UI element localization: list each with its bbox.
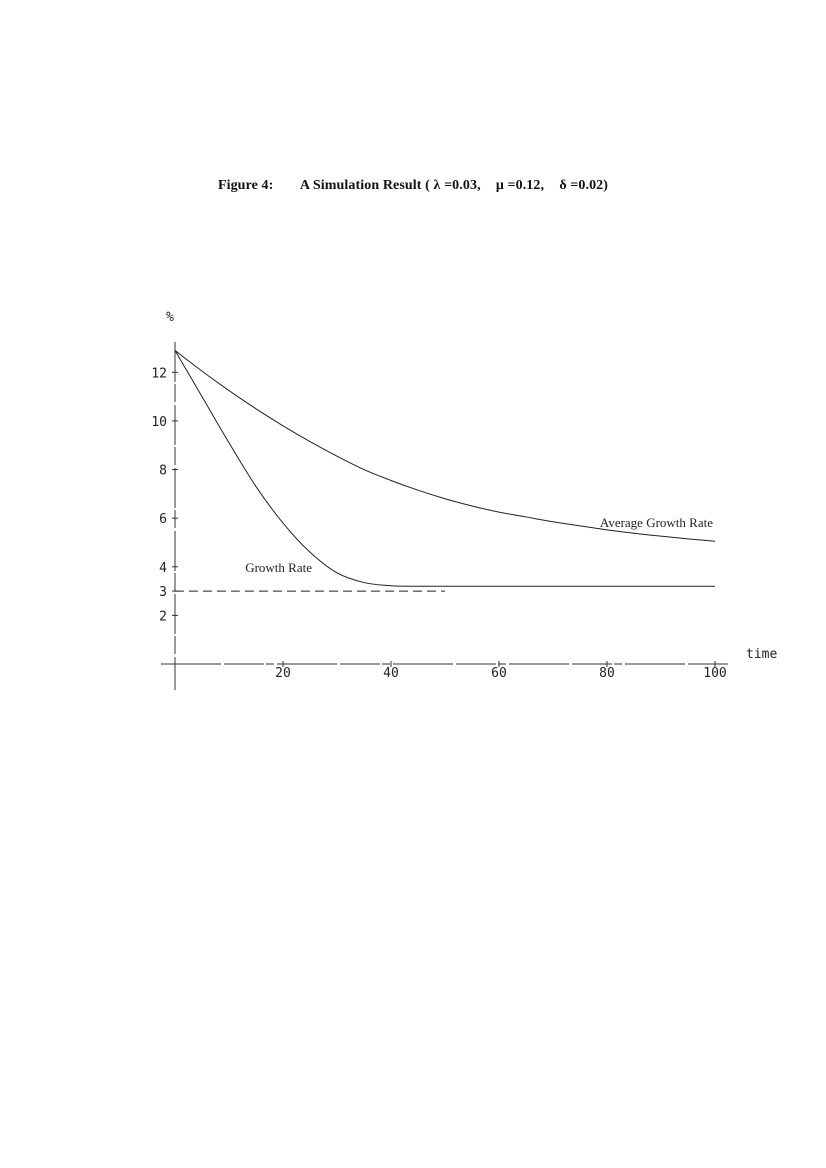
chart-labels bbox=[166, 310, 777, 662]
y-tick-label: 4 bbox=[159, 560, 167, 576]
x-tick-label: 80 bbox=[599, 666, 615, 681]
y-tick-label: 3 bbox=[159, 585, 167, 601]
mu-param: μ =0.12, bbox=[495, 178, 545, 193]
delta-param: δ =0.02) bbox=[559, 178, 609, 193]
y-tick-label: 6 bbox=[159, 512, 167, 528]
x-tick-label: 20 bbox=[275, 666, 291, 681]
y-axis-label: % bbox=[166, 310, 174, 325]
lambda-param: λ =0.03, bbox=[433, 178, 481, 193]
x-tick-label: 60 bbox=[491, 666, 507, 681]
average-growth-rate-label: Average Growth Rate bbox=[599, 515, 713, 531]
average-growth-rate-line bbox=[175, 350, 715, 541]
y-tick-label: 10 bbox=[151, 414, 167, 430]
chart-lines bbox=[175, 350, 715, 591]
growth-rate-line bbox=[175, 350, 715, 586]
figure-label: Figure 4: bbox=[217, 178, 274, 193]
x-tick-label: 100 bbox=[703, 666, 727, 681]
growth-rate-label: Growth Rate bbox=[245, 559, 312, 575]
y-tick-label: 12 bbox=[151, 366, 167, 382]
x-tick-label: 40 bbox=[383, 666, 399, 681]
y-tick-label: 2 bbox=[159, 609, 167, 625]
figure-title-main: A Simulation Result ( bbox=[299, 178, 430, 193]
x-axis-label: time bbox=[746, 647, 778, 662]
y-tick-label: 8 bbox=[159, 463, 167, 479]
